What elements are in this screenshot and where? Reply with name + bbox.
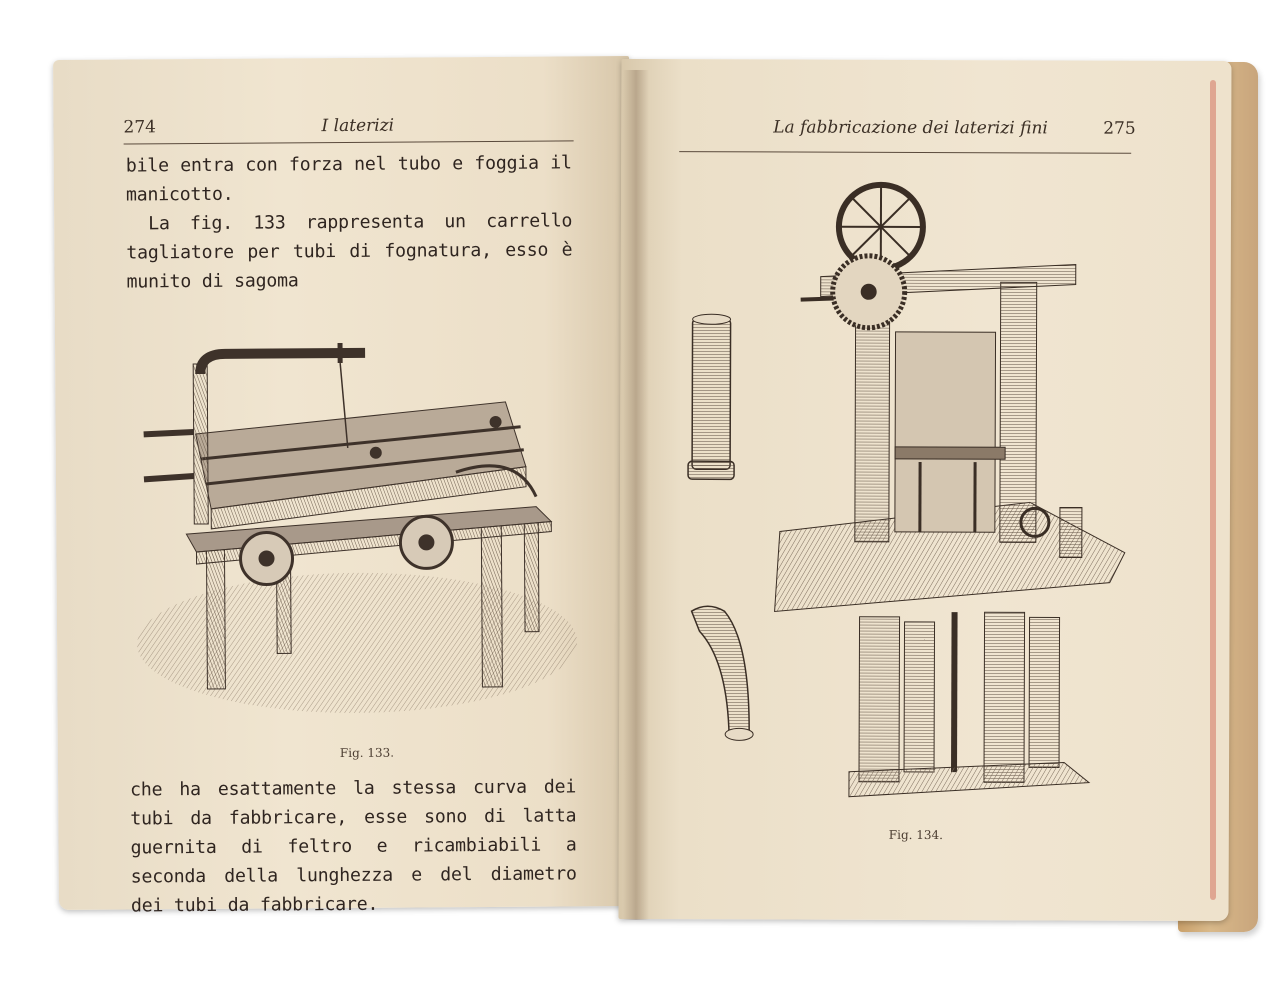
figure-133-caption: Fig. 133. [339,745,395,761]
right-page [619,59,1232,921]
right-page-number: 275 [1103,118,1136,139]
book-gutter [623,70,649,920]
figure-134-caption: Fig. 134. [888,827,944,843]
right-header-rule [679,151,1131,154]
right-running-title: La fabbricazione dei laterizi fini [773,117,1048,139]
left-paragraph-bottom: che ha esattamente la stessa curva dei tubi da fabbricare, esse sono di latta guernita di feltro e ricambiabili a seconda della lunghezza e del diametro dei tubi da fabbricare. [130,776,577,917]
open-book [38,40,1260,940]
figure-133-cutting-carriage [125,281,578,724]
left-page-header [53,114,629,152]
left-running-title: I laterizi [321,115,395,137]
right-page-header [621,117,1231,153]
left-paragraph-figure-ref: La fig. 133 rappresenta un carrello tagliatore per tubi di fognatura, esso è munito di sagoma [126,210,573,293]
left-page-number: 274 [123,117,157,138]
page-edge-red [1210,80,1216,900]
figure-134-pipe-press [679,171,1141,823]
left-page [53,56,635,917]
left-paragraph-top: bile entra con forza nel tubo e foggia il manicotto. [125,152,572,206]
